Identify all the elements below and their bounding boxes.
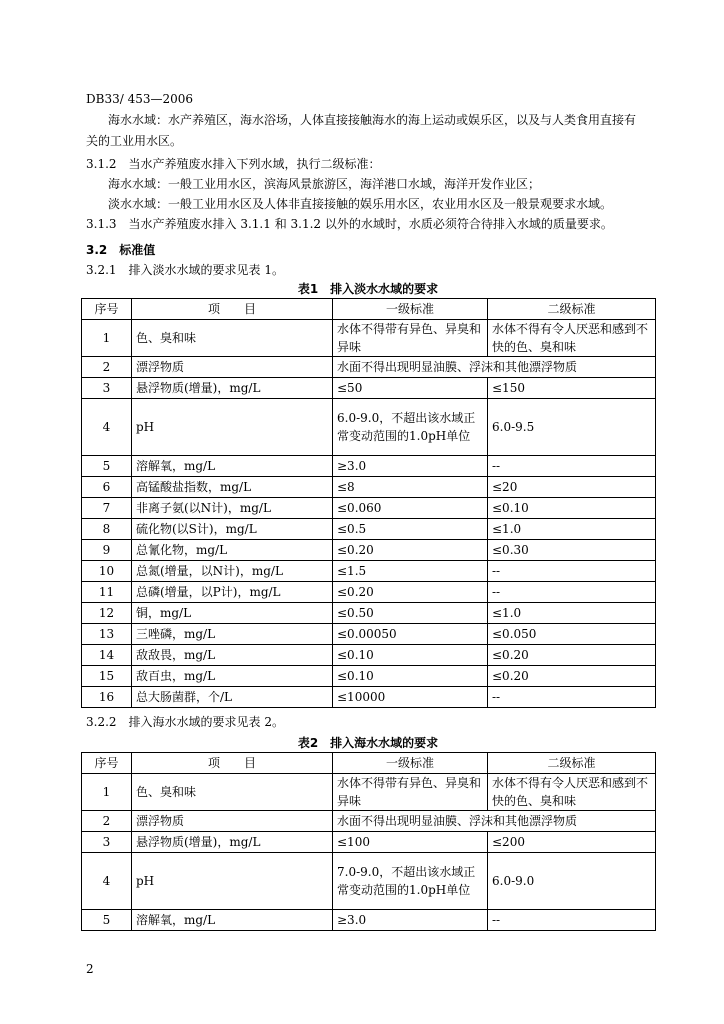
row-number-cell: 5	[82, 910, 132, 931]
table-cell: 水体不得带有异色、异臭和异味	[333, 774, 488, 811]
table-cell: --	[488, 561, 656, 582]
table-row	[82, 498, 656, 519]
row-number-cell: 6	[82, 477, 132, 498]
table-row	[82, 666, 656, 687]
sea-water-zone-line2: 关的工业用水区。	[86, 134, 183, 148]
table-cell: ≤1.0	[488, 603, 656, 624]
table1-caption: 表1 排入淡水水域的要求	[297, 282, 439, 296]
table-cell: ≤50	[333, 378, 488, 399]
row-number-cell: 14	[82, 645, 132, 666]
table-cell: 高锰酸盐指数，mg/L	[132, 477, 333, 498]
table-cell: ≤0.50	[333, 603, 488, 624]
table-cell: ≤0.060	[333, 498, 488, 519]
table-cell: ≤0.10	[333, 666, 488, 687]
table-row	[82, 811, 656, 832]
document-code-header: DB33/ 453—2006	[86, 92, 194, 106]
table-cell: 三唑磷，mg/L	[132, 624, 333, 645]
table-cell: ≤200	[488, 832, 656, 853]
table-cell: 总大肠菌群，个/L	[132, 687, 333, 708]
table-cell: 总氮(增量，以N计)，mg/L	[132, 561, 333, 582]
table-cell: ≤8	[333, 477, 488, 498]
table-header-cell: 序号	[82, 753, 132, 774]
table-cell: 色、臭和味	[132, 774, 333, 811]
table-cell: pH	[132, 853, 333, 910]
table-cell: ≤10000	[333, 687, 488, 708]
clause-3-2-2: 3.2.2 排入海水水域的要求见表 2。	[86, 715, 284, 729]
table-cell: --	[488, 456, 656, 477]
table-cell: ≤0.10	[333, 645, 488, 666]
table-row	[82, 582, 656, 603]
table2-caption: 表2 排入海水水域的要求	[297, 736, 439, 750]
clause-3-1-2: 3.1.2 当水产养殖废水排入下列水域，执行二级标准：	[86, 157, 381, 171]
row-number-cell: 3	[82, 832, 132, 853]
table-cell: ≥3.0	[333, 456, 488, 477]
table-cell: 敌百虫，mg/L	[132, 666, 333, 687]
row-number-cell: 9	[82, 540, 132, 561]
table-cell: ≤1.0	[488, 519, 656, 540]
table-row	[82, 477, 656, 498]
row-number-cell: 2	[82, 811, 132, 832]
table-row	[82, 540, 656, 561]
table-cell: --	[488, 910, 656, 931]
table-row	[82, 687, 656, 708]
table-cell: --	[488, 582, 656, 603]
table-cell: ≤0.5	[333, 519, 488, 540]
table-cell: ≤100	[333, 832, 488, 853]
table-cell: 漂浮物质	[132, 811, 333, 832]
table-cell: 总磷(增量，以P计)，mg/L	[132, 582, 333, 603]
table-row	[82, 561, 656, 582]
table-cell: ≤0.10	[488, 498, 656, 519]
table-cell: ≤150	[488, 378, 656, 399]
table-row	[82, 645, 656, 666]
table-cell: 硫化物(以S计)，mg/L	[132, 519, 333, 540]
table-header-cell: 二级标准	[488, 753, 656, 774]
table-cell: 水面不得出现明显油膜、浮沫和其他漂浮物质	[333, 811, 656, 832]
table-row	[82, 603, 656, 624]
table-cell: ≤1.5	[333, 561, 488, 582]
row-number-cell: 2	[82, 357, 132, 378]
table-row	[82, 357, 656, 378]
table-row	[82, 399, 656, 456]
table-cell: ≤0.00050	[333, 624, 488, 645]
table-cell: 漂浮物质	[132, 357, 333, 378]
row-number-cell: 12	[82, 603, 132, 624]
table-cell: 水体不得有令人厌恶和感到不快的色、臭和味	[488, 320, 656, 357]
table-row	[82, 378, 656, 399]
table-cell: ≤0.20	[333, 540, 488, 561]
table-row	[82, 774, 656, 811]
row-number-cell: 15	[82, 666, 132, 687]
row-number-cell: 4	[82, 853, 132, 910]
row-number-cell: 11	[82, 582, 132, 603]
table-header-cell: 项 目	[132, 753, 333, 774]
table-header-row	[82, 299, 656, 320]
table-cell: ≤0.30	[488, 540, 656, 561]
table-cell: 悬浮物质(增量)，mg/L	[132, 832, 333, 853]
table-cell: 铜，mg/L	[132, 603, 333, 624]
table-cell: pH	[132, 399, 333, 456]
table-cell: ≤0.20	[333, 582, 488, 603]
table-cell: 水体不得带有异色、异臭和异味	[333, 320, 488, 357]
table-cell: 敌敌畏，mg/L	[132, 645, 333, 666]
row-number-cell: 1	[82, 774, 132, 811]
sea-water-zone-line1: 海水水域：水产养殖区，海水浴场，人体直接接触海水的海上运动或娱乐区，以及与人类食用直接有	[108, 113, 637, 127]
table-row	[82, 910, 656, 931]
clause-3-2-1: 3.2.1 排入淡水水域的要求见表 1。	[86, 263, 284, 277]
table-cell: ≤20	[488, 477, 656, 498]
row-number-cell: 8	[82, 519, 132, 540]
table-cell: 6.0-9.5	[488, 399, 656, 456]
table-cell: 非离子氨(以N计)，mg/L	[132, 498, 333, 519]
table-row	[82, 456, 656, 477]
table-row	[82, 519, 656, 540]
table2-seawater-requirements	[81, 752, 656, 931]
section-3-2-heading: 3.2 标准值	[86, 243, 156, 257]
row-number-cell: 10	[82, 561, 132, 582]
table-cell: 水面不得出现明显油膜、浮沫和其他漂浮物质	[333, 357, 656, 378]
table-cell: 水体不得有令人厌恶和感到不快的色、臭和味	[488, 774, 656, 811]
table-cell: 悬浮物质(增量)，mg/L	[132, 378, 333, 399]
table1-freshwater-requirements	[81, 298, 656, 708]
table-header-cell: 序号	[82, 299, 132, 320]
table-row	[82, 320, 656, 357]
table-cell: ≤0.20	[488, 645, 656, 666]
table-row	[82, 853, 656, 910]
table-cell: 总氰化物，mg/L	[132, 540, 333, 561]
table-row	[82, 832, 656, 853]
table-header-cell: 项 目	[132, 299, 333, 320]
table-cell: 6.0-9.0	[488, 853, 656, 910]
clause-3-1-2-sea: 海水水域：一般工业用水区，滨海风景旅游区，海洋港口水域，海洋开发作业区；	[108, 177, 541, 191]
row-number-cell: 3	[82, 378, 132, 399]
table-cell: 色、臭和味	[132, 320, 333, 357]
clause-3-1-3: 3.1.3 当水产养殖废水排入 3.1.1 和 3.1.2 以外的水域时，水质必须符合待排入水域的质量要求。	[86, 217, 613, 231]
table-header-cell: 二级标准	[488, 299, 656, 320]
table-header-cell: 一级标准	[333, 299, 488, 320]
row-number-cell: 16	[82, 687, 132, 708]
row-number-cell: 1	[82, 320, 132, 357]
table-cell: 溶解氧，mg/L	[132, 910, 333, 931]
row-number-cell: 13	[82, 624, 132, 645]
table-header-cell: 一级标准	[333, 753, 488, 774]
row-number-cell: 5	[82, 456, 132, 477]
table-cell: 6.0-9.0，不超出该水域正常变动范围的1.0pH单位	[333, 399, 488, 456]
row-number-cell: 4	[82, 399, 132, 456]
table-cell: 7.0-9.0，不超出该水域正常变动范围的1.0pH单位	[333, 853, 488, 910]
table-row	[82, 624, 656, 645]
table-cell: ≥3.0	[333, 910, 488, 931]
row-number-cell: 7	[82, 498, 132, 519]
page-number: 2	[86, 962, 94, 976]
table-cell: ≤0.050	[488, 624, 656, 645]
table-cell: ≤0.20	[488, 666, 656, 687]
table-cell: --	[488, 687, 656, 708]
table-cell: 溶解氧，mg/L	[132, 456, 333, 477]
clause-3-1-2-fresh: 淡水水域：一般工业用水区及人体非直接接触的娱乐用水区，农业用水区及一般景观要求水域。	[108, 197, 613, 211]
table-header-row	[82, 753, 656, 774]
